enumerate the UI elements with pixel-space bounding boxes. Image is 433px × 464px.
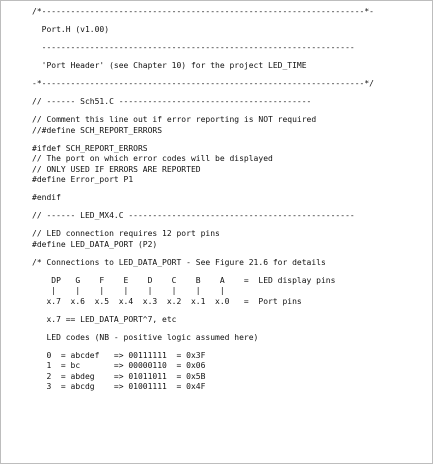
code-line: #define LED_DATA_PORT (P2) <box>32 239 158 249</box>
code-line: x.7 == LED_DATA_PORT^7, etc <box>32 314 177 324</box>
blank-line <box>32 72 427 80</box>
code-line: // ------ Sch51.C ---------------------------------------- <box>32 97 312 106</box>
blank-line <box>32 250 427 258</box>
code-line: -*-------------------------------------------------------------------*/ <box>32 79 374 88</box>
code-line: #ifdef SCH_REPORT_ERRORS <box>32 143 148 153</box>
blank-line <box>32 108 427 116</box>
source-code-listing <box>32 7 427 393</box>
code-line: #define Error_port P1 <box>32 175 134 184</box>
code-line: LED codes (NB - positive logic assumed here) <box>32 332 259 342</box>
code-line: // ------ LED_MX4.C ----------------------------------------------- <box>32 211 355 220</box>
blank-line <box>32 343 427 351</box>
blank-line <box>32 36 427 44</box>
code-line: 2 = abdeg => 01011011 = 0x5B <box>32 371 206 381</box>
code-line: ----------------------------------------------------------------- <box>32 43 355 52</box>
code-line: //#define SCH_REPORT_ERRORS <box>32 125 163 135</box>
code-line: Port.H (v1.00) <box>32 25 110 34</box>
code-line: 'Port Header' (see Chapter 10) for the project LED_TIME <box>32 61 307 70</box>
blank-line <box>32 90 427 98</box>
blank-line <box>32 222 427 230</box>
code-line: #endif <box>32 193 61 202</box>
code-line: // LED connection requires 12 port pins <box>32 229 220 238</box>
code-line: DP G F E D C B A = LED display pins <box>32 275 336 285</box>
code-line: // Comment this line out if error reporting is NOT required <box>32 115 317 124</box>
code-line: 3 = abcdg => 01001111 = 0x4F <box>32 382 206 391</box>
blank-line <box>32 307 427 315</box>
code-line: x.7 x.6 x.5 x.4 x.3 x.2 x.1 x.0 = Port pins <box>32 296 302 306</box>
code-line: /* Connections to LED_DATA_PORT - See Figure 21.6 for details <box>32 257 326 267</box>
blank-line <box>32 136 427 144</box>
code-line: 0 = abcdef => 00111111 = 0x3F <box>32 350 206 360</box>
code-line: | | | | | | | | <box>32 286 225 295</box>
code-line: // ONLY USED IF ERRORS ARE REPORTED <box>32 164 201 174</box>
code-line: /*-------------------------------------------------------------------*- <box>32 7 374 16</box>
blank-line <box>32 268 427 276</box>
code-line: 1 = bc => 00000110 = 0x06 <box>32 361 206 370</box>
blank-line <box>32 186 427 194</box>
blank-line <box>32 204 427 212</box>
code-line: // The port on which error codes will be displayed <box>32 154 273 163</box>
blank-line <box>32 325 427 333</box>
blank-line <box>32 54 427 62</box>
blank-line <box>32 18 427 26</box>
